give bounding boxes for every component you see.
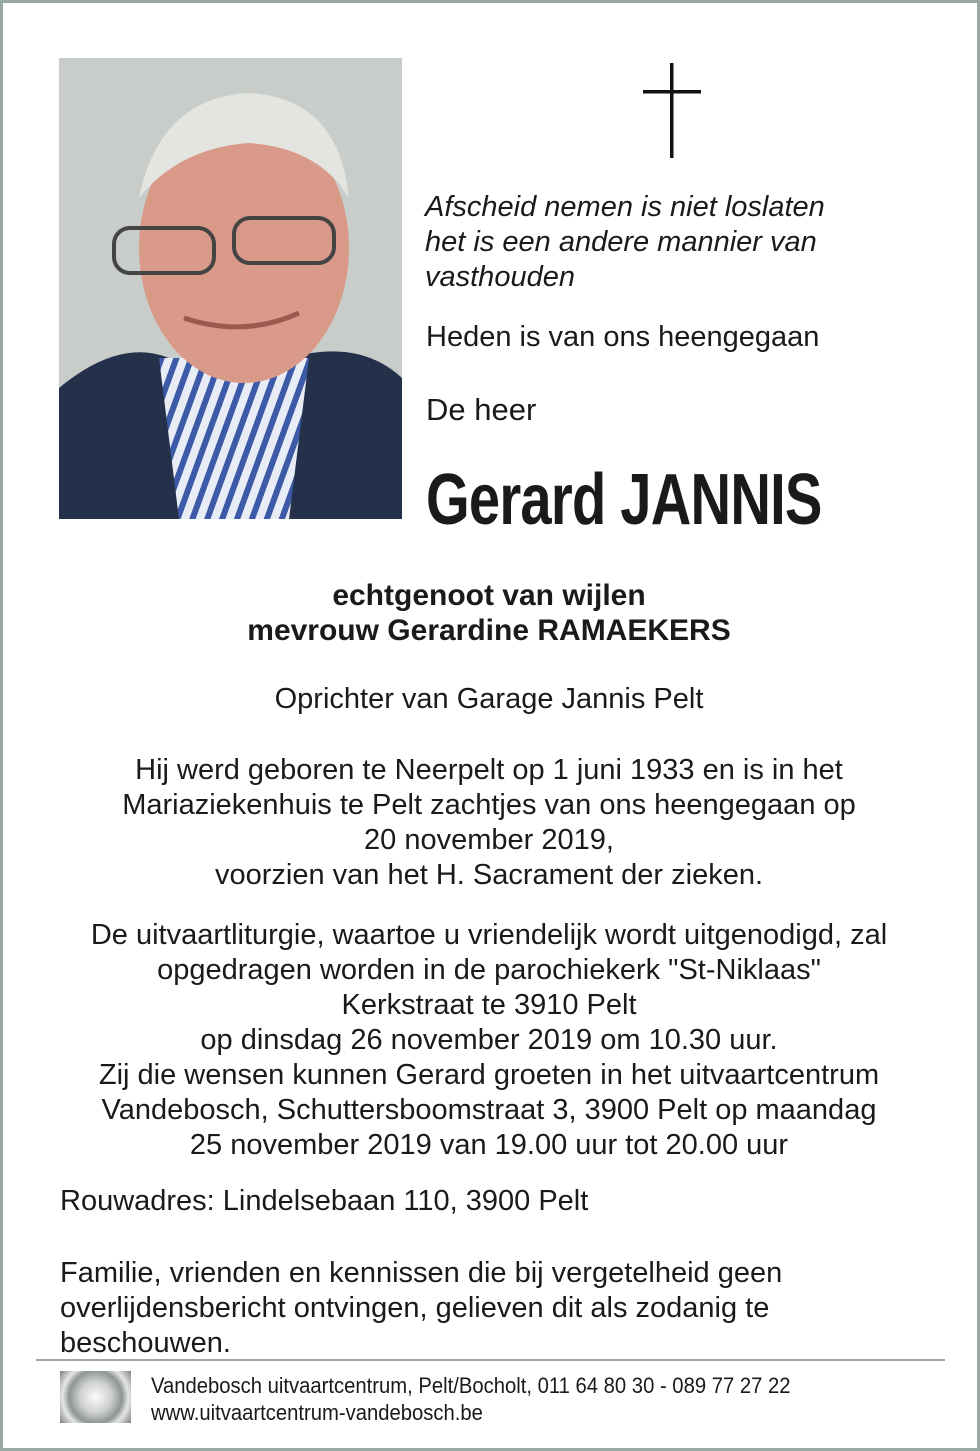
funeral-home-website[interactable]: www.uitvaartcentrum-vandebosch.be: [151, 1400, 483, 1425]
portrait-photo: [59, 58, 402, 519]
birth-line: Mariaziekenhuis te Pelt zachtjes van ons heengegaan op: [122, 789, 856, 821]
founder-info: Oprichter van Garage Jannis Pelt: [274, 683, 704, 715]
quote-line: Afscheid nemen is niet loslaten: [425, 191, 825, 223]
quote-line: het is een andere mannier van: [425, 226, 817, 258]
birth-line: voorzien van het H. Sacrament der zieken.: [214, 859, 764, 891]
funeral-line: 25 november 2019 van 19.00 uur tot 20.00 uur: [189, 1129, 789, 1161]
deceased-name: Gerard JANNIS: [426, 460, 822, 540]
funeral-home-footer: [151, 1372, 791, 1426]
family-notice: [60, 1256, 940, 1361]
funeral-line: opgedragen worden in de parochiekerk "St-Niklaas": [157, 954, 821, 986]
title-text: De heer: [426, 392, 537, 427]
family-line: overlijdensbericht ontvingen, gelieven dit als zodanig te: [60, 1292, 770, 1324]
cross-icon: [643, 63, 701, 158]
spouse-line: echtgenoot van wijlen: [332, 579, 646, 612]
funeral-home-contact: Vandebosch uitvaartcentrum, Pelt/Bocholt, 011 64 80 30 - 089 77 27 22: [151, 1373, 791, 1398]
funeral-line: Vandebosch, Schuttersboomstraat 3, 3900 Pelt op maandag: [101, 1094, 877, 1126]
funeral-info: [40, 918, 938, 1163]
family-line: beschouwen.: [60, 1327, 231, 1359]
rose-logo-icon: [60, 1371, 131, 1423]
spouse-info: [40, 578, 938, 648]
divider: [36, 1359, 945, 1361]
funeral-line: De uitvaartliturgie, waartoe u vriendelijk wordt uitgenodigd, zal: [90, 919, 888, 951]
funeral-line: Zij die wensen kunnen Gerard groeten in het uitvaartcentrum: [98, 1059, 880, 1091]
birth-line: Hij werd geboren te Neerpelt op 1 juni 1933 en is in het: [135, 754, 843, 786]
mourning-address: Rouwadres: Lindelsebaan 110, 3900 Pelt: [60, 1185, 589, 1217]
intro-text: Heden is van ons heengegaan: [426, 321, 820, 353]
quote-line: vasthouden: [425, 261, 575, 293]
spouse-line: mevrouw Gerardine RAMAEKERS: [247, 614, 731, 647]
quote: [425, 190, 885, 295]
birth-line: 20 november 2019,: [364, 824, 614, 856]
funeral-line: Kerkstraat te 3910 Pelt: [341, 989, 637, 1021]
family-line: Familie, vrienden en kennissen die bij vergetelheid geen: [60, 1257, 783, 1289]
funeral-line: op dinsdag 26 november 2019 om 10.30 uur.: [200, 1024, 778, 1056]
birth-info: [40, 753, 938, 893]
